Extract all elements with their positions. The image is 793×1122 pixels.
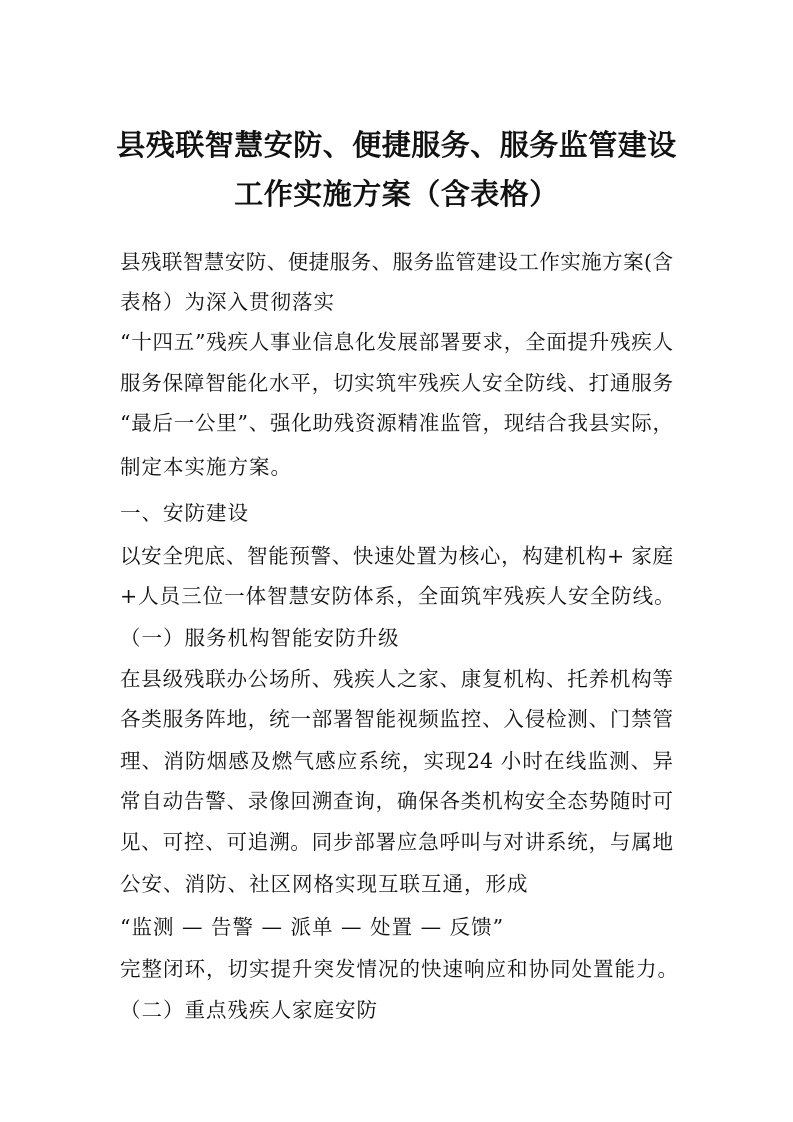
body-line: +人员三位一体智慧安防体系，全面筑牢残疾人安全防线。 — [120, 584, 676, 608]
body-line: 制定本实施方案。 — [120, 455, 292, 479]
body-line: “监测 — 告警 — 派单 — 处置 — 反馈” — [120, 915, 505, 939]
body-line: 服务保障智能化水平，切实筑牢残疾人安全防线、打通服务 — [120, 371, 673, 395]
document-title-line-2: 工作实施方案（含表格） — [234, 177, 559, 211]
body-line: 在县级残联办公场所、残疾人之家、康复机构、托养机构等 — [120, 667, 673, 691]
body-line: 各类服务阵地，统一部署智能视频监控、入侵检测、门禁管 — [120, 707, 673, 731]
body-line: 县残联智慧安防、便捷服务、服务监管建设工作实施方案(含 — [120, 250, 673, 274]
body-line: 表格）为深入贯彻落实 — [120, 290, 335, 314]
body-line: 常自动告警、录像回溯查询，确保各类机构安全态势随时可 — [120, 789, 673, 813]
body-line: 见、可控、可追溯。同步部署应急呼叫与对讲系统，与属地 — [120, 830, 673, 854]
body-line: 公安、消防、社区网格实现互联互通，形成 — [120, 872, 529, 896]
subsection-heading: （一）服务机构智能安防升级 — [120, 626, 400, 650]
document-title-line-1: 县残联智慧安防、便捷服务、服务监管建设 — [116, 128, 677, 162]
body-line: 以安全兜底、智能预警、快速处置为核心，构建机构+ 家庭 — [120, 544, 673, 568]
section-heading: 一、安防建设 — [120, 501, 249, 525]
subsection-heading: （二）重点残疾人家庭安防 — [120, 998, 378, 1022]
body-line: “十四五”残疾人事业信息化发展部署要求，全面提升残疾人 — [120, 330, 673, 354]
body-line: 理、消防烟感及燃气感应系统，实现24 小时在线监测、异 — [120, 749, 673, 773]
body-line: “最后一公里”、强化助残资源精准监管，现结合我县实际， — [120, 411, 673, 435]
body-line: 完整闭环，切实提升突发情况的快速响应和协同处置能力。 — [120, 957, 679, 981]
